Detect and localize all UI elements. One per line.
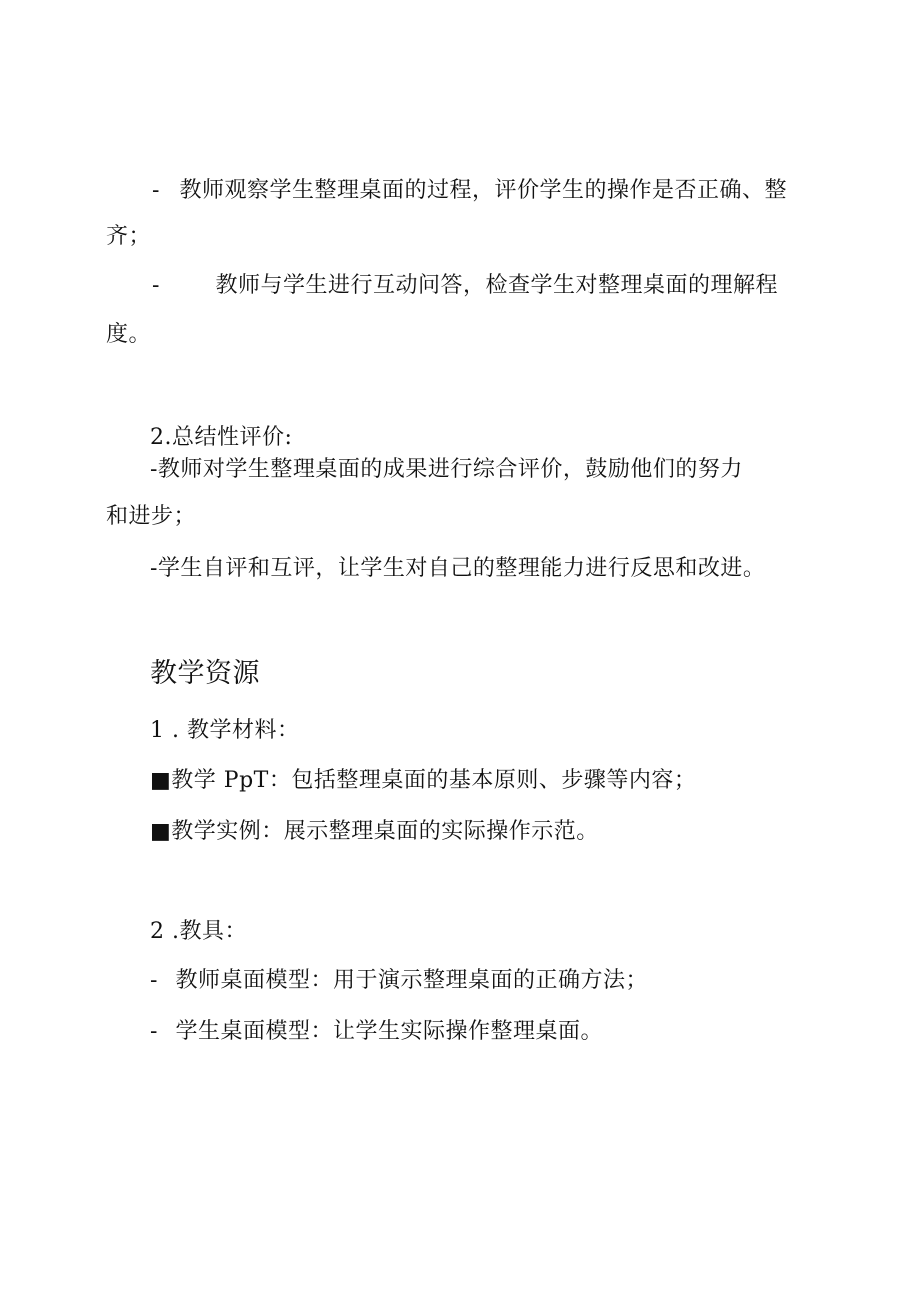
summative-item-1: -教师对学生整理桌面的成果进行综合评价，鼓励他们的努力	[150, 457, 743, 482]
dash-marker: -	[150, 968, 158, 993]
materials-item-1-text: 教学 PpT：包括整理桌面的基本原则、步骤等内容；	[171, 768, 697, 793]
materials-title: 1 . 教学材料：	[150, 718, 300, 743]
formative-item-1-continuation: 齐；	[106, 224, 152, 249]
dash-marker: -	[152, 273, 160, 298]
summative-item-1-continuation: 和进步；	[106, 504, 197, 529]
summative-item-2: -学生自评和互评，让学生对自己的整理能力进行反思和改进。	[150, 556, 766, 581]
tools-title: 2 .教具：	[150, 919, 247, 944]
formative-item-2	[152, 271, 778, 301]
tools-item-2	[150, 1017, 603, 1047]
tools-item-1	[150, 966, 648, 996]
summative-title: 2.总结性评价:	[150, 425, 293, 450]
materials-item-2	[150, 817, 599, 847]
square-bullet-icon: ■	[150, 768, 172, 793]
formative-item-2-text: 教师与学生进行互动问答，检查学生对整理桌面的理解程	[215, 273, 778, 298]
square-bullet-icon: ■	[150, 819, 172, 844]
section-heading-resources: 教学资源	[150, 658, 260, 689]
materials-item-1	[150, 766, 696, 796]
dash-marker: -	[150, 1019, 158, 1044]
formative-item-1	[152, 176, 787, 206]
materials-item-2-text: 教学实例：展示整理桌面的实际操作示范。	[171, 819, 599, 844]
tools-item-1-text: 教师桌面模型：用于演示整理桌面的正确方法；	[175, 968, 648, 993]
tools-item-2-text: 学生桌面模型：让学生实际操作整理桌面。	[175, 1019, 603, 1044]
formative-item-1-text: 教师观察学生整理桌面的过程，评价学生的操作是否正确、整	[179, 178, 787, 203]
dash-marker: -	[152, 178, 160, 203]
formative-item-2-continuation: 度。	[106, 322, 152, 347]
